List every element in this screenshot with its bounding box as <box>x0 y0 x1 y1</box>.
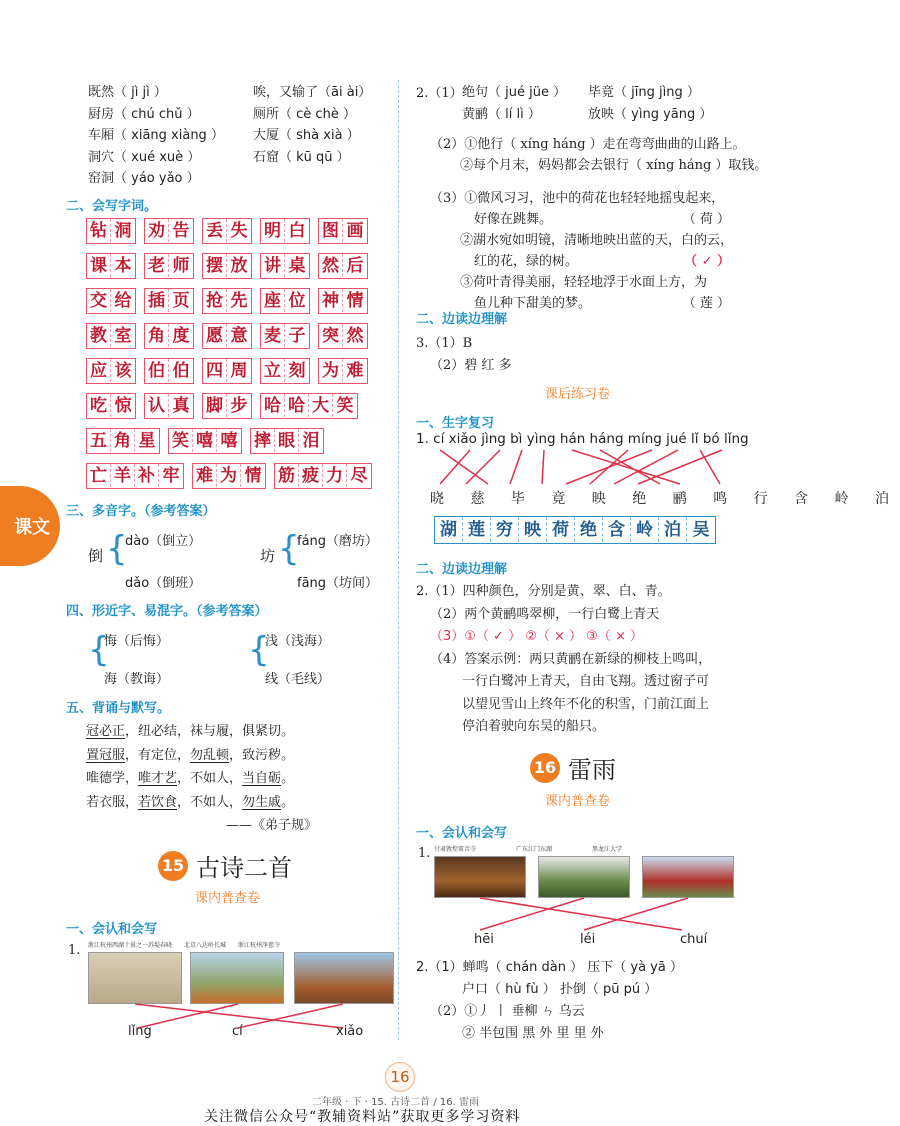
poly-1a: dào（倒立） <box>125 534 202 549</box>
similar-b1: 浅（浅海） <box>265 634 331 649</box>
word-box: 四 周 <box>202 358 252 384</box>
brace-icon: { <box>88 630 110 670</box>
pinyin-ci: cí <box>232 1024 243 1039</box>
matching-lines-right <box>434 898 734 932</box>
word-box: 立 刻 <box>260 358 310 384</box>
char-cell: 穷 <box>491 517 519 542</box>
section-heading-2: 二、会写字词。 <box>66 199 158 214</box>
word-box: 老 师 <box>144 253 194 279</box>
char-cell: 荷 <box>547 517 575 542</box>
word-box: 笑 嘻 嘻 <box>168 428 242 454</box>
after-class-title: 课后练习卷 <box>545 387 611 402</box>
question-1: 1. <box>68 943 81 958</box>
lesson-15-title: 15 古诗二首 <box>158 848 292 883</box>
similar-b2: 线（毛线） <box>265 672 331 687</box>
side-tab: 课文 <box>0 486 60 566</box>
word-box: 难 为 情 <box>192 463 266 489</box>
word-box: 抢 先 <box>202 288 252 314</box>
word-box: 摔 眼 泪 <box>250 428 324 454</box>
char-cell: 绝 <box>575 517 603 542</box>
word-box: 插 页 <box>144 288 194 314</box>
section-heading-read: 二、边读边理解 <box>416 312 508 327</box>
section-heading-7: 一、会认和会写 <box>416 826 508 841</box>
photo-university <box>642 856 734 898</box>
poly-1b: dǎo（倒班） <box>125 576 202 591</box>
word-box: 交 给 <box>86 288 136 314</box>
word-box: 愿 意 <box>202 323 252 349</box>
right-final-block: 2.（1）蝉鸣（ chán dàn ） 压下（ yà yā ） 户口（ hù fù ） 扑倒（ pū pú ） （2）①丿 丨 垂柳 ㄣ 乌云 ② 半包围 黑 外 里 里 外 <box>416 960 683 1041</box>
word-row <box>86 428 386 454</box>
char-box-row <box>434 516 716 544</box>
pinyin-ling: lǐng <box>128 1024 152 1039</box>
similar-a1: 悔（后悔） <box>104 634 170 649</box>
word-box: 伯 伯 <box>144 358 194 384</box>
brace-icon: { <box>248 630 270 670</box>
word-row <box>86 288 386 314</box>
word-box: 应 该 <box>86 358 136 384</box>
section-heading-read-2: 二、边读边理解 <box>416 562 508 577</box>
poly-char-2: 坊 <box>260 547 276 565</box>
char-cell: 岭 <box>631 517 659 542</box>
char-cell: 泊 <box>659 517 687 542</box>
word-box: 吃 惊 <box>86 393 136 419</box>
word-box: 教 室 <box>86 323 136 349</box>
section-heading-4: 四、形近字、易混字。（参考答案） <box>66 604 268 619</box>
word-row <box>86 358 386 384</box>
right-readings: 绝句（ jué jüe ） 毕竟（ jīng jìng ） 黄鹂（ lí lì ） 放映（ yìng yāng ） <box>462 85 713 122</box>
word-box: 讲 桌 <box>260 253 310 279</box>
word-box: 座 位 <box>260 288 310 314</box>
word-box: 认 真 <box>144 393 194 419</box>
photo-temple-right <box>434 856 526 898</box>
photo-captions-right: 甘肃敦煌雷音寺 广东江门东湖 黑龙江大学 <box>434 846 623 853</box>
lesson-16-title: 16 雷雨 <box>530 750 616 785</box>
word-box: 然 后 <box>318 253 368 279</box>
word-box: 神 情 <box>318 288 368 314</box>
section-heading-6: 一、会认和会写 <box>66 922 158 937</box>
char-cell: 映 <box>519 517 547 542</box>
read2-answers: 2.（1）四种颜色，分别是黄、翠、白、青。 （2）两个黄鹂鸣翠柳，一行白鹭上青天 （3）①（ ✓ ） ②（ × ） ③（ × ） （4）答案示例：两只黄鹂在新绿的柳枝上鸣叫， 一行白鹭冲上青天，自由飞翔。透过窗子可 以望见雪山上终年不化的积雪，门前江面上 停泊着驶向东吴的船只。 <box>416 584 712 734</box>
brace-icon: { <box>278 529 300 569</box>
word-box: 图 画 <box>318 218 368 244</box>
lesson-16-subtitle: 课内普查卷 <box>545 794 611 809</box>
photo-captions: 浙江杭州西湖十景之一苏堤春晓 北京八达岭长城 浙江杭州净慈寺 <box>88 942 281 949</box>
photo-great-wall <box>190 952 284 1004</box>
poly-char-1: 倒 <box>88 547 104 565</box>
word-box: 课 本 <box>86 253 136 279</box>
gen-chars: 晓 慈 毕 竟 映 绝 鹂 鸣 行 含 岭 泊 <box>430 491 900 507</box>
right-s2: （2）①他行（ xíng háng ）走在弯弯曲曲的山路上。 ②每个月末，妈妈都会去银行（ xíng háng ）取钱。 <box>430 137 768 173</box>
char-box <box>434 516 716 544</box>
word-row <box>86 323 386 349</box>
word-row <box>86 463 386 489</box>
match-lines-gen <box>430 448 730 488</box>
word-box: 麦 子 <box>260 323 310 349</box>
section-heading-3: 三、多音字。（参考答案） <box>66 504 216 519</box>
footer-notice: 关注微信公众号“教辅资料站”获取更多学习资料 <box>204 1109 521 1125</box>
photo-west-lake <box>88 952 182 1004</box>
word-box: 哈 哈 大 笑 <box>260 393 358 419</box>
word-box: 为 难 <box>318 358 368 384</box>
word-box: 五 角 星 <box>86 428 160 454</box>
pinyin-hei: hēi <box>474 932 494 947</box>
char-cell: 含 <box>603 517 631 542</box>
char-cell: 吴 <box>692 520 710 540</box>
column-divider <box>398 80 399 1040</box>
word-box: 亡 羊 补 牢 <box>86 463 184 489</box>
similar-a2: 海（教诲） <box>104 672 170 687</box>
photo-temple <box>294 952 394 1004</box>
footer-course: 二年级 · 下 · 15. 古诗二首 / 16. 雷雨 <box>312 1097 479 1108</box>
brace-icon: { <box>106 529 128 569</box>
section-heading-5: 五、背诵与默写。 <box>66 701 171 716</box>
word-box: 摆 放 <box>202 253 252 279</box>
recite-block: 冠必正，纽必结，袜与履，俱紧切。 置冠服，有定位，勿乱顿，致污秽。 唯德学，唯才艺，不如人，当自砺。 若衣服，若饮食，不如人，勿生戚。 ——《弟子规》 <box>86 724 318 833</box>
right-s3: （3）①微风习习，池中的荷花也轻轻地摇曳起来， 好像在跳舞。 （ 荷 ） ②湖水宛如明镜，清晰地映出蓝的天，白的云， 红的花，绿的树。 （ ✓ ） ③荷叶青得美丽，轻轻地浮于水面上方，为 鱼儿种下甜美的梦。 （ 莲 ） <box>430 191 734 311</box>
word-box: 突 然 <box>318 323 368 349</box>
word-box: 筋 疲 力 尽 <box>274 463 372 489</box>
section-heading-gen: 一、生字复习 <box>416 416 495 431</box>
word-box: 丢 失 <box>202 218 252 244</box>
lesson-number-badge: 15 <box>158 851 188 881</box>
pinyin-chui: chuí <box>680 932 708 947</box>
word-row <box>86 253 386 279</box>
read-answers: 3.（1）B （2）碧 红 多 <box>416 336 512 373</box>
word-box: 钻 洞 <box>86 218 136 244</box>
word-grid <box>86 218 386 498</box>
page-number: 16 <box>385 1062 415 1092</box>
char-cell: 莲 <box>463 517 491 542</box>
word-box: 角 度 <box>144 323 194 349</box>
photo-statue <box>538 856 630 898</box>
right-q2-label: 2.（1） <box>416 86 463 101</box>
pinyin-lei: léi <box>580 932 596 947</box>
readings-block: 既然（ jì jì ） 唉，又输了（āi ài） 厨房（ chú chǔ ） 厕所（ cè chè ） 车厢（ xiāng xiàng ） 大厦（ shà xià ） 洞穴（ xué xuè ） 石窟（ kū qū ） 窑洞（ yáo yǎo ） <box>88 85 372 186</box>
pinyin-xiao: xiǎo <box>336 1024 364 1039</box>
word-box: 劝 告 <box>144 218 194 244</box>
lesson-number-badge: 16 <box>530 753 560 783</box>
char-cell: 湖 <box>435 517 463 542</box>
poly-2b: fāng（坊间） <box>297 576 379 591</box>
pinyin-list: 1. cí xiǎo jìng bì yìng hán háng míng jué lǐ bó lǐng <box>416 431 749 447</box>
word-row <box>86 218 386 244</box>
word-box: 明 白 <box>260 218 310 244</box>
word-row <box>86 393 386 419</box>
word-box: 脚 步 <box>202 393 252 419</box>
poly-2a: fáng（磨坊） <box>297 534 379 549</box>
question-1-right: 1. <box>418 846 431 861</box>
lesson-15-subtitle: 课内普查卷 <box>195 891 261 906</box>
